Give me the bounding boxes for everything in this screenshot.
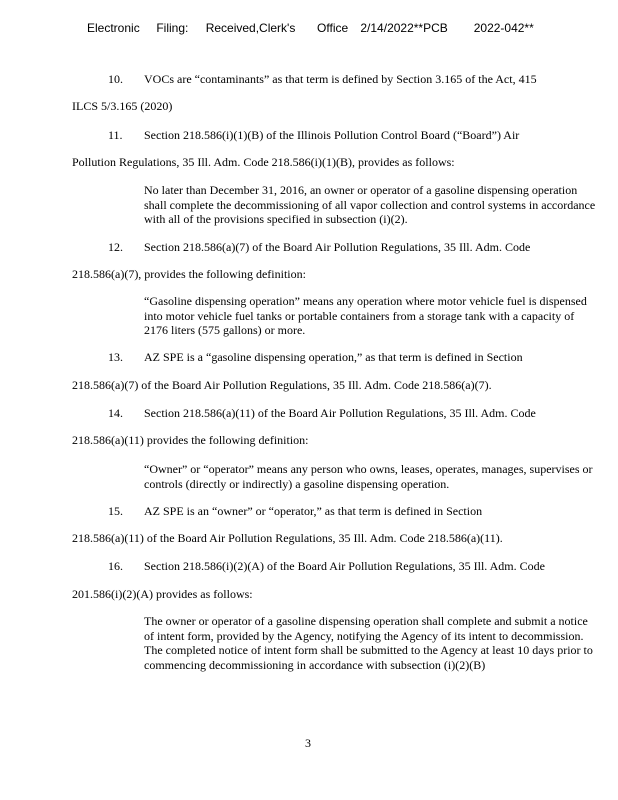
paragraph-line: Pollution Regulations, 35 Ill. Adm. Code 218.586(i)(1)(B), provides as follows:	[72, 155, 455, 169]
header-filing: Filing:	[156, 21, 189, 35]
paragraph-line: 201.586(i)(2)(A) provides as follows:	[72, 587, 253, 601]
block-quote: “Owner” or “operator” means any person who owns, leases, operates, manages, supervises or controls (directly or indirectly) a gasoline dispensing operation.	[144, 462, 593, 491]
paragraph-line: AZ SPE is an “owner” or “operator,” as that term is defined in Section	[144, 504, 483, 518]
paragraph-line: Section 218.586(i)(1)(B) of the Illinois Pollution Control Board (“Board”) Air	[144, 128, 520, 142]
paragraph-line: 218.586(a)(7), provides the following definition:	[72, 267, 306, 281]
paragraph-number: 16.	[108, 559, 123, 573]
filing-header	[87, 21, 534, 35]
paragraph-line: Section 218.586(a)(7) of the Board Air Pollution Regulations, 35 Ill. Adm. Code	[144, 240, 531, 254]
page-number: 3	[305, 736, 311, 750]
paragraph-line: Section 218.586(a)(11) of the Board Air Pollution Regulations, 35 Ill. Adm. Code	[144, 406, 536, 420]
header-case: 2022-042**	[473, 21, 534, 35]
header-received: Received,Clerk's	[205, 21, 296, 35]
block-quote: “Gasoline dispensing operation” means any operation where motor vehicle fuel is dispensed into motor vehicle fuel tanks or portable containers from a storage tank with a capacity of 2176 liters (575 gallons) or more.	[144, 294, 587, 338]
header-date: 2/14/2022**PCB	[360, 21, 448, 35]
paragraph-number: 14.	[108, 406, 123, 420]
paragraph-number: 15.	[108, 504, 123, 518]
block-quote: The owner or operator of a gasoline dispensing operation shall complete and submit a notice of intent form, provided by the Agency, notifying the Agency of its intent to decommission. The completed notice of intent form shall be submitted to the Agency at least 10 days prior to commencing decommissioning in accordance with subsection (i)(2)(B)	[144, 614, 593, 672]
paragraph-line: VOCs are “contaminants” as that term is defined by Section 3.165 of the Act, 415	[144, 72, 537, 86]
paragraph-line: 218.586(a)(7) of the Board Air Pollution Regulations, 35 Ill. Adm. Code 218.586(a)(7).	[72, 378, 492, 392]
paragraph-number: 12.	[108, 240, 123, 254]
header-label: Electronic	[87, 21, 140, 35]
paragraph-line: ILCS 5/3.165 (2020)	[72, 99, 173, 113]
paragraph-number: 11.	[108, 128, 123, 142]
paragraph-line: 218.586(a)(11) of the Board Air Pollution Regulations, 35 Ill. Adm. Code 218.586(a)(11).	[72, 531, 503, 545]
block-quote: No later than December 31, 2016, an owner or operator of a gasoline dispensing operation shall complete the decommissioning of all vapor collection and control systems in accordance with all of the provisions specified in subsection (i)(2).	[144, 183, 596, 227]
paragraph-line: AZ SPE is a “gasoline dispensing operation,” as that term is defined in Section	[144, 350, 523, 364]
paragraph-line: Section 218.586(i)(2)(A) of the Board Air Pollution Regulations, 35 Ill. Adm. Code	[144, 559, 545, 573]
header-office: Office	[317, 21, 349, 35]
paragraph-line: 218.586(a)(11) provides the following definition:	[72, 433, 309, 447]
paragraph-number: 10.	[108, 72, 123, 86]
paragraph-number: 13.	[108, 350, 123, 364]
